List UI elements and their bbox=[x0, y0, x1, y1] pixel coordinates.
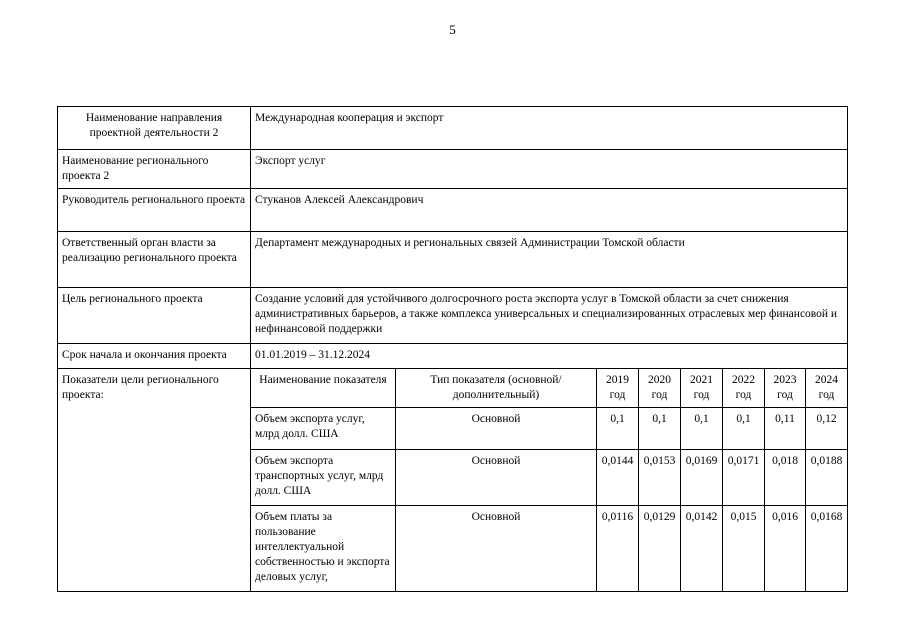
goal-value: Создание условий для устойчивого долгосрочного роста экспорта услуг в Томской области за счет снижения административных барьеров, а также комплекса универсальных и специализированных отраслевых мер финансовой и нефинансовой поддержки bbox=[251, 288, 848, 344]
indicators-header-row bbox=[58, 369, 848, 408]
indicator-value-2020: 0,0129 bbox=[639, 505, 681, 591]
year-header-2023: 2023 год bbox=[765, 369, 806, 408]
head-row bbox=[58, 189, 848, 232]
authority-label: Ответственный орган власти за реализацию регионального проекта bbox=[58, 232, 251, 288]
indicator-value-2020: 0,1 bbox=[639, 407, 681, 449]
indicator-value-2024: 0,0188 bbox=[806, 449, 848, 505]
indicator-type: Основной bbox=[396, 505, 597, 591]
goal-row bbox=[58, 288, 848, 344]
project-label: Наименование регионального проекта 2 bbox=[58, 150, 251, 189]
indicator-name: Объем платы за пользование интеллектуальной собственностью и экспорта деловых услуг, bbox=[251, 505, 396, 591]
authority-row bbox=[58, 232, 848, 288]
indicator-value-2022: 0,015 bbox=[723, 505, 765, 591]
year-header-2020: 2020 год bbox=[639, 369, 681, 408]
indicator-value-2019: 0,0116 bbox=[597, 505, 639, 591]
indicator-type-header: Тип показателя (основной/дополнительный) bbox=[396, 369, 597, 408]
head-value: Стуканов Алексей Александрович bbox=[251, 189, 848, 232]
indicator-value-2022: 0,0171 bbox=[723, 449, 765, 505]
indicator-name: Объем экспорта транспортных услуг, млрд долл. США bbox=[251, 449, 396, 505]
direction-row bbox=[58, 107, 848, 150]
project-value: Экспорт услуг bbox=[251, 150, 848, 189]
indicator-value-2023: 0,018 bbox=[765, 449, 806, 505]
project-passport-table bbox=[57, 106, 848, 592]
indicator-value-2019: 0,0144 bbox=[597, 449, 639, 505]
indicator-value-2022: 0,1 bbox=[723, 407, 765, 449]
indicators-label: Показатели цели регионального проекта: bbox=[58, 369, 251, 592]
authority-value: Департамент международных и региональных связей Администрации Томской области bbox=[251, 232, 848, 288]
indicator-value-2019: 0,1 bbox=[597, 407, 639, 449]
indicator-value-2021: 0,0169 bbox=[681, 449, 723, 505]
indicator-value-2023: 0,016 bbox=[765, 505, 806, 591]
head-label: Руководитель регионального проекта bbox=[58, 189, 251, 232]
dates-row bbox=[58, 344, 848, 369]
indicator-value-2021: 0,1 bbox=[681, 407, 723, 449]
indicator-type: Основной bbox=[396, 449, 597, 505]
page-number: 5 bbox=[449, 22, 456, 37]
goal-label: Цель регионального проекта bbox=[58, 288, 251, 344]
dates-value: 01.01.2019 – 31.12.2024 bbox=[251, 344, 848, 369]
indicator-value-2024: 0,12 bbox=[806, 407, 848, 449]
direction-value: Международная кооперация и экспорт bbox=[251, 107, 848, 150]
dates-label: Срок начала и окончания проекта bbox=[58, 344, 251, 369]
indicator-name-header: Наименование показателя bbox=[251, 369, 396, 408]
indicator-value-2021: 0,0142 bbox=[681, 505, 723, 591]
year-header-2024: 2024 год bbox=[806, 369, 848, 408]
year-header-2021: 2021 год bbox=[681, 369, 723, 408]
indicator-type: Основной bbox=[396, 407, 597, 449]
indicator-value-2020: 0,0153 bbox=[639, 449, 681, 505]
indicator-name: Объем экспорта услуг, млрд долл. США bbox=[251, 407, 396, 449]
indicator-value-2023: 0,11 bbox=[765, 407, 806, 449]
year-header-2019: 2019 год bbox=[597, 369, 639, 408]
direction-label: Наименование направления проектной деятельности 2 bbox=[58, 107, 251, 150]
indicator-value-2024: 0,0168 bbox=[806, 505, 848, 591]
project-row bbox=[58, 150, 848, 189]
year-header-2022: 2022 год bbox=[723, 369, 765, 408]
